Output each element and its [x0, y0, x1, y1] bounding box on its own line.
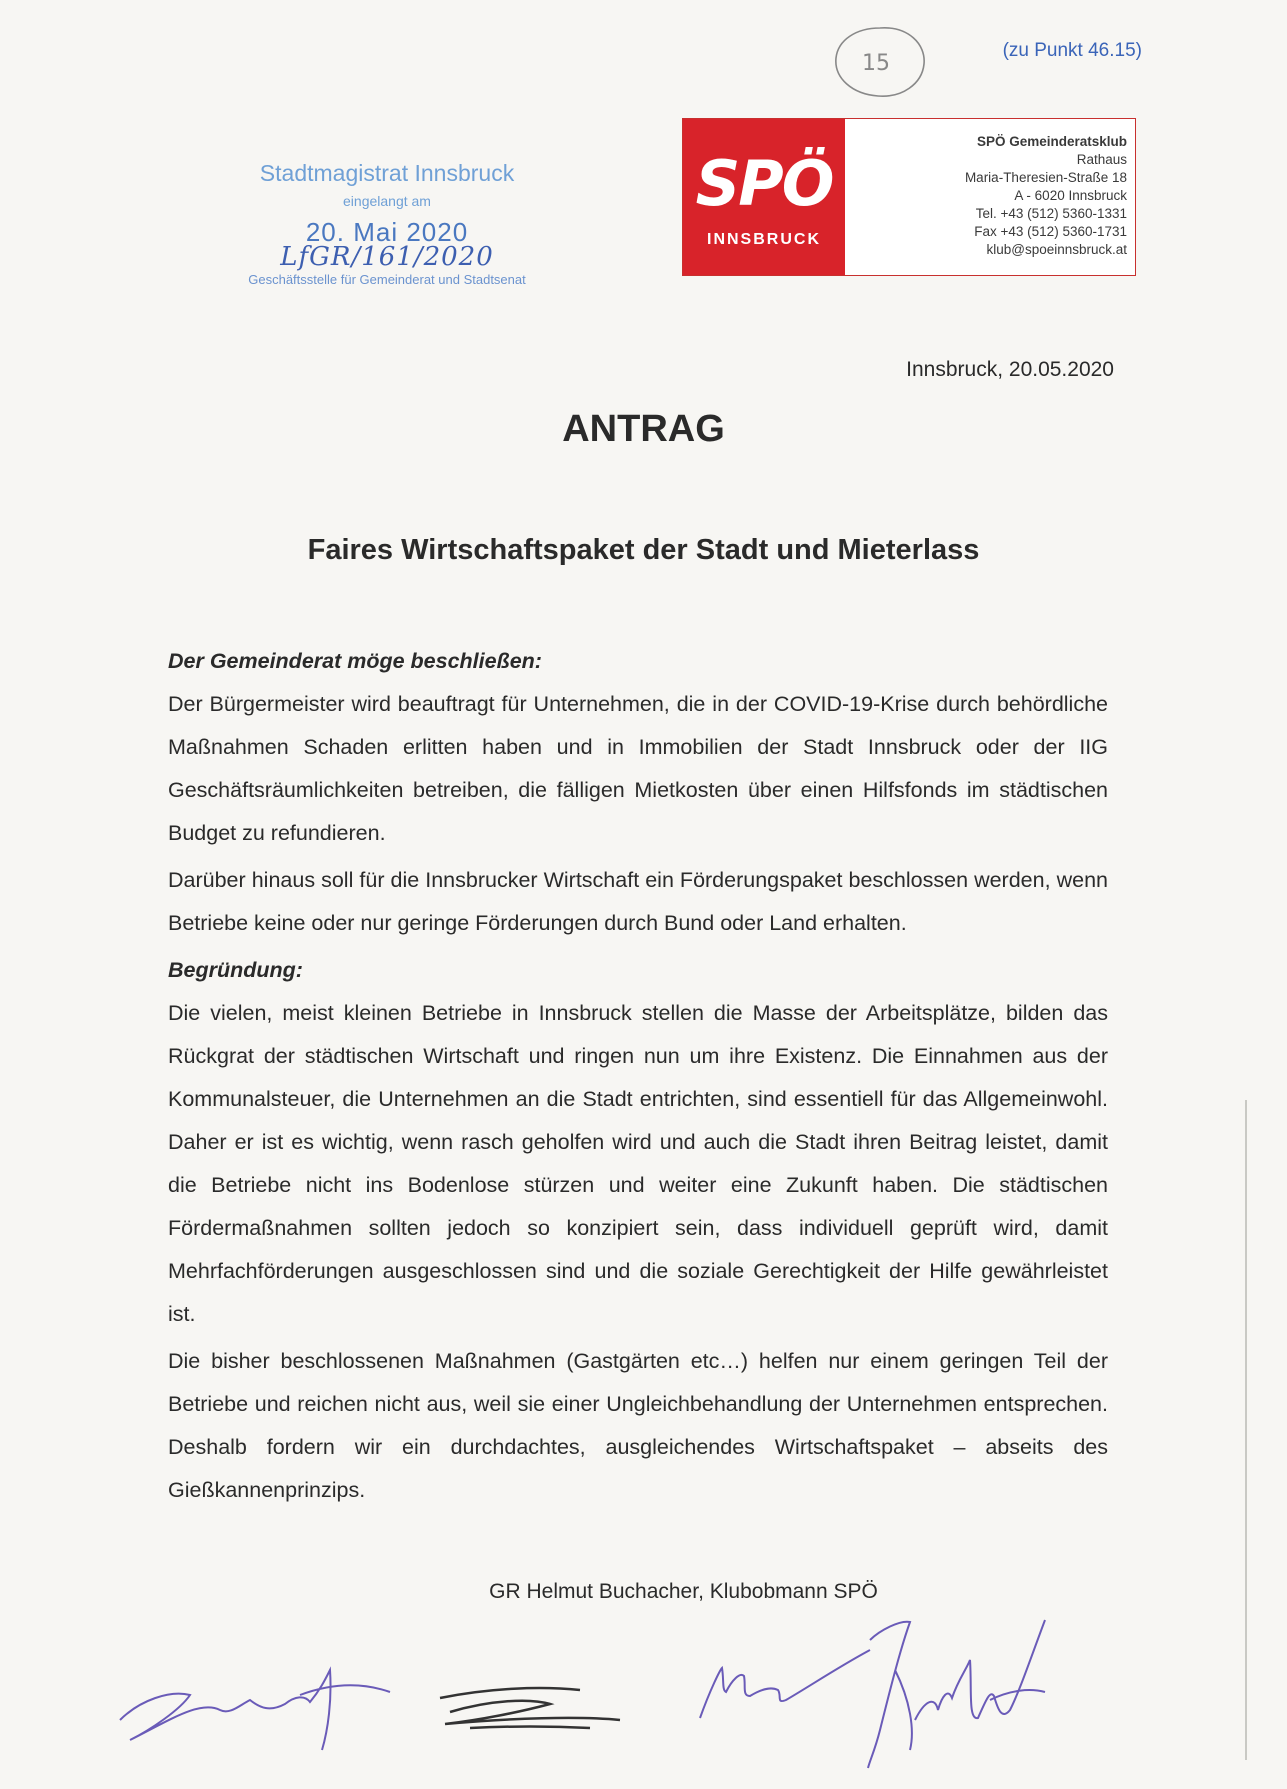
motion-paragraph: Der Bürgermeister wird beauftragt für Unternehmen, die in der COVID-19-Krise durch behördliche Maßnahmen Schaden erlitten haben und in Immobilien der Stadt Innsbruck oder der IIG Geschäftsräumlichkeiten betreiben, die fälligen Mietkosten über einen Hilfsfonds im städtischen Budget zu refundieren.	[168, 692, 1108, 845]
stamp-received-label: eingelangt am	[343, 193, 431, 209]
reason-label: Begründung:	[168, 958, 303, 982]
logo-city: INNSBRUCK	[707, 231, 821, 248]
signature-2	[440, 1688, 620, 1728]
agenda-reference: (zu Punkt 46.15)	[1002, 40, 1142, 61]
signature-3	[700, 1650, 870, 1718]
address-line: klub@spoeinnsbruck.at	[986, 242, 1127, 257]
club-address	[845, 119, 1135, 275]
signatures	[110, 1600, 1170, 1770]
club-name: SPÖ Gemeinderatsklub	[976, 134, 1127, 149]
stamp-handwritten-reference: LfGR/161/2020	[280, 242, 494, 272]
arrival-stamp	[232, 160, 542, 287]
stamp-date: 20. Mai 2020	[305, 217, 469, 247]
page-edge-shadow	[1245, 1100, 1247, 1760]
motion-label: Der Gemeinderat möge beschließen:	[168, 649, 542, 673]
address-line: Rathaus	[1076, 152, 1127, 167]
stamp-title: Stadtmagistrat Innsbruck	[259, 160, 515, 186]
stamp-office: Geschäftsstelle für Gemeinderat und Stadtsenat	[248, 272, 526, 287]
address-line: Fax +43 (512) 5360-1731	[974, 224, 1127, 239]
address-line: A - 6020 Innsbruck	[1014, 188, 1127, 203]
address-line: Maria-Theresien-Straße 18	[964, 170, 1127, 185]
logo-brand: SPÖ	[695, 147, 833, 220]
address-line: Tel. +43 (512) 5360-1331	[975, 206, 1127, 221]
place-date: Innsbruck, 20.05.2020	[906, 358, 1114, 381]
circled-number-stamp	[830, 22, 930, 100]
document-heading: ANTRAG	[562, 408, 725, 450]
signature-1	[120, 1670, 390, 1750]
motion-paragraph: Darüber hinaus soll für die Innsbrucker Wirtschaft ein Förderungspaket beschlossen werden, wenn Betriebe keine oder nur geringe Förderungen durch Bund oder Land erhalten.	[168, 868, 1108, 935]
reason-paragraph: Die vielen, meist kleinen Betriebe in Innsbruck stellen die Masse der Arbeitsplätze, bilden das Rückgrat der städtischen Wirtschaft und ringen nun um ihre Existenz. Die Einnahmen aus der Kommunalsteuer, die Unternehmen an die Stadt entrichten, sind essentiell für das Allgemeinwohl. Daher er ist es wichtig, wenn rasch geholfen wird und auch die Stadt ihren Beitrag leistet, damit die Betriebe nicht ins Bodenlose stürzen und weiter eine Zukunft haben. Die städtischen Fördermaßnahmen sollten jedoch so konzipiert sein, dass individuell geprüft wird, damit Mehrfachförderungen ausgeschlossen sind und die soziale Gerechtigkeit der Hilfe gewährleistet ist.	[168, 1001, 1108, 1326]
signer-line: GR Helmut Buchacher, Klubobmann SPÖ	[489, 1580, 878, 1603]
spoe-logo	[683, 119, 845, 275]
spoe-letterhead	[682, 118, 1136, 276]
circled-number-text: 15	[862, 51, 890, 76]
document-body	[168, 640, 1108, 1516]
reason-paragraph: Die bisher beschlossenen Maßnahmen (Gastgärten etc…) helfen nur einem geringen Teil der Betriebe und reichen nicht aus, weil sie einer Ungleichbehandlung der Unternehmen entsprechen. Deshalb fordern wir ein durchdachtes, ausgleichendes Wirtschaftspaket – abseits des Gießkannenprinzips.	[168, 1349, 1108, 1502]
document-subject: Faires Wirtschaftspaket der Stadt und Mieterlass	[307, 534, 980, 566]
signature-4	[868, 1620, 1045, 1768]
